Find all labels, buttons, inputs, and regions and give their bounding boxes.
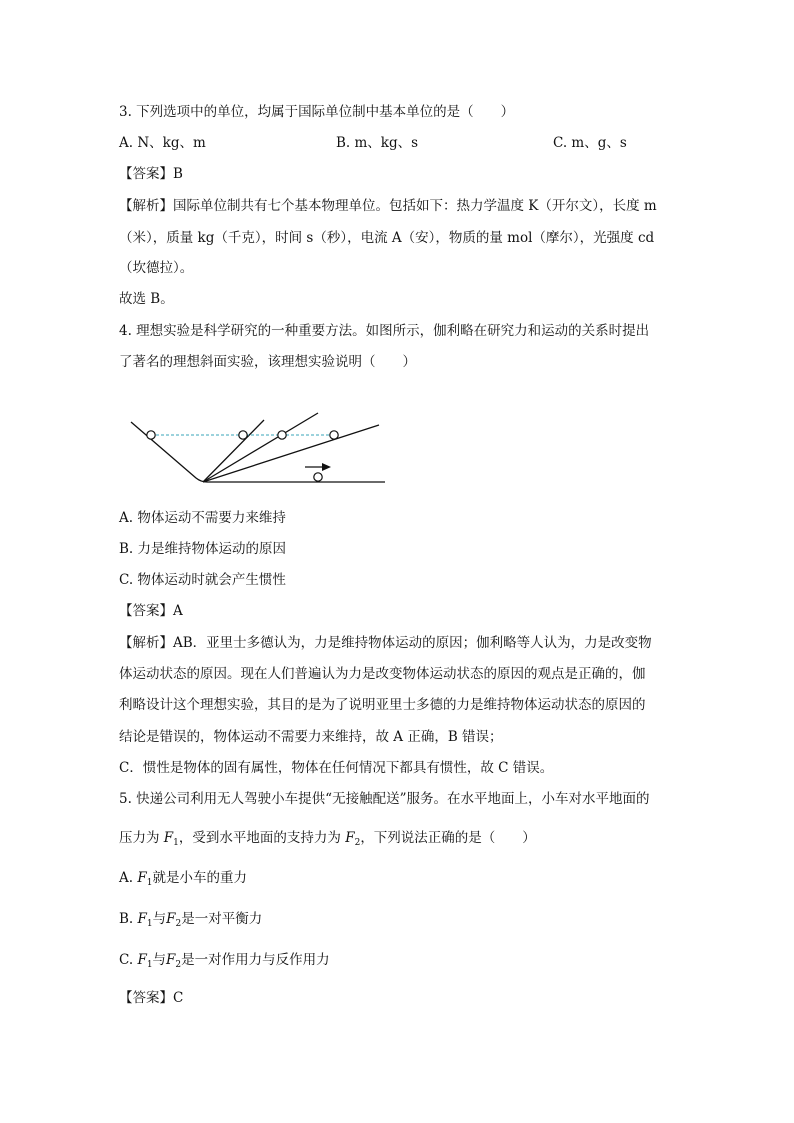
option-label: B. <box>119 911 138 927</box>
q4-option-c: C. 物体运动时就会产生惯性 <box>119 572 286 588</box>
q5-option-a <box>119 869 247 892</box>
option-label: A. <box>119 870 138 886</box>
subscript: 1 <box>146 960 153 970</box>
ball-steep-incline <box>239 431 247 439</box>
q4-analysis-line-3: 利略设计这个理想实验，其目的是为了说明亚里士多德的力是维持物体运动状态的原因的 <box>119 697 646 713</box>
ball-on-ground <box>314 473 322 481</box>
ball-start <box>147 431 155 439</box>
q5-stem-text-c: ，下列说法正确的是（ ） <box>360 830 536 846</box>
ball-shallow-incline <box>330 431 338 439</box>
q3-analysis-line-3: （坎德拉）。 <box>119 260 194 276</box>
q4-stem-line-2: 了著名的理想斜面实验，该理想实验说明（ ） <box>119 354 416 370</box>
q5-stem-line-1: 5. 快递公司利用无人驾驶小车提供“无接触配送”服务。在水平地面上，小车对水平地面的 <box>119 791 650 807</box>
option-connector: 与 <box>152 952 167 968</box>
q5-stem-text-a: 压力为 <box>119 830 164 846</box>
q3-analysis-line-4: 故选 B。 <box>119 291 174 307</box>
q4-analysis-line-2: 体运动状态的原因。现在人们普遍认为力是改变物体运动状态的原因的观点是正确的，伽 <box>119 666 646 682</box>
q5-answer: 【答案】C <box>119 990 184 1006</box>
q4-analysis-line-1: 【解析】AB．亚里士多德认为，力是维持物体运动的原因；伽利略等人认为，力是改变物 <box>119 635 652 651</box>
subscript: 2 <box>354 838 361 848</box>
q3-answer: 【答案】B <box>119 166 183 182</box>
symbol-f: F <box>345 830 355 846</box>
q3-option-a: A. N、kg、m <box>119 135 206 151</box>
q5-stem-text-b: ，受到水平地面的支持力为 <box>178 830 346 846</box>
symbol-f: F <box>137 952 147 968</box>
q3-analysis-line-2: （米），质量 kg（千克），时间 s（秒），电流 A（安），物质的量 mol（摩尔），光强度 cd <box>119 230 655 246</box>
q5-option-c <box>119 951 330 974</box>
symbol-f: F <box>166 952 176 968</box>
q4-analysis-line-5: C．惯性是物体的固有属性，物体在任何情况下都具有惯性，故 C 错误。 <box>119 760 554 776</box>
q5-option-b <box>119 910 262 933</box>
subscript: 2 <box>175 960 182 970</box>
q3-option-b: B. m、kg、s <box>336 135 419 151</box>
ball-medium-incline <box>278 431 286 439</box>
symbol-f: F <box>137 870 147 886</box>
q5-stem-line-2 <box>119 829 536 852</box>
option-label: C. <box>119 952 138 968</box>
q3-stem: 3. 下列选项中的单位，均属于国际单位制中基本单位的是（ ） <box>119 104 515 120</box>
q4-option-a: A. 物体运动不需要力来维持 <box>119 510 286 526</box>
left-slope-and-ground <box>131 422 385 482</box>
symbol-f: F <box>137 911 147 927</box>
subscript: 1 <box>146 878 153 888</box>
subscript: 1 <box>173 838 179 848</box>
symbol-f: F <box>166 911 176 927</box>
q3-analysis-line-1: 【解析】国际单位制共有七个基本物理单位。包括如下：热力学温度 K（开尔文），长度 m <box>119 198 657 214</box>
q4-analysis-line-4: 结论是错误的，物体运动不需要力来维持，故 A 正确，B 错误； <box>119 729 503 745</box>
motion-arrow-head <box>322 463 331 471</box>
symbol-f: F <box>163 830 174 846</box>
option-connector: 与 <box>152 911 167 927</box>
subscript: 1 <box>146 919 153 929</box>
option-text: 是一对作用力与反作用力 <box>181 952 330 968</box>
incline-shallow <box>203 425 379 482</box>
q4-option-b: B. 力是维持物体运动的原因 <box>119 541 287 557</box>
option-text: 是一对平衡力 <box>181 911 263 927</box>
subscript: 2 <box>175 919 182 929</box>
q3-option-c: C. m、g、s <box>553 135 627 151</box>
q4-stem-line-1: 4. 理想实验是科学研究的一种重要方法。如图所示，伽利略在研究力和运动的关系时提出 <box>119 323 650 339</box>
option-text: 就是小车的重力 <box>152 870 247 886</box>
q4-answer: 【答案】A <box>119 603 183 619</box>
